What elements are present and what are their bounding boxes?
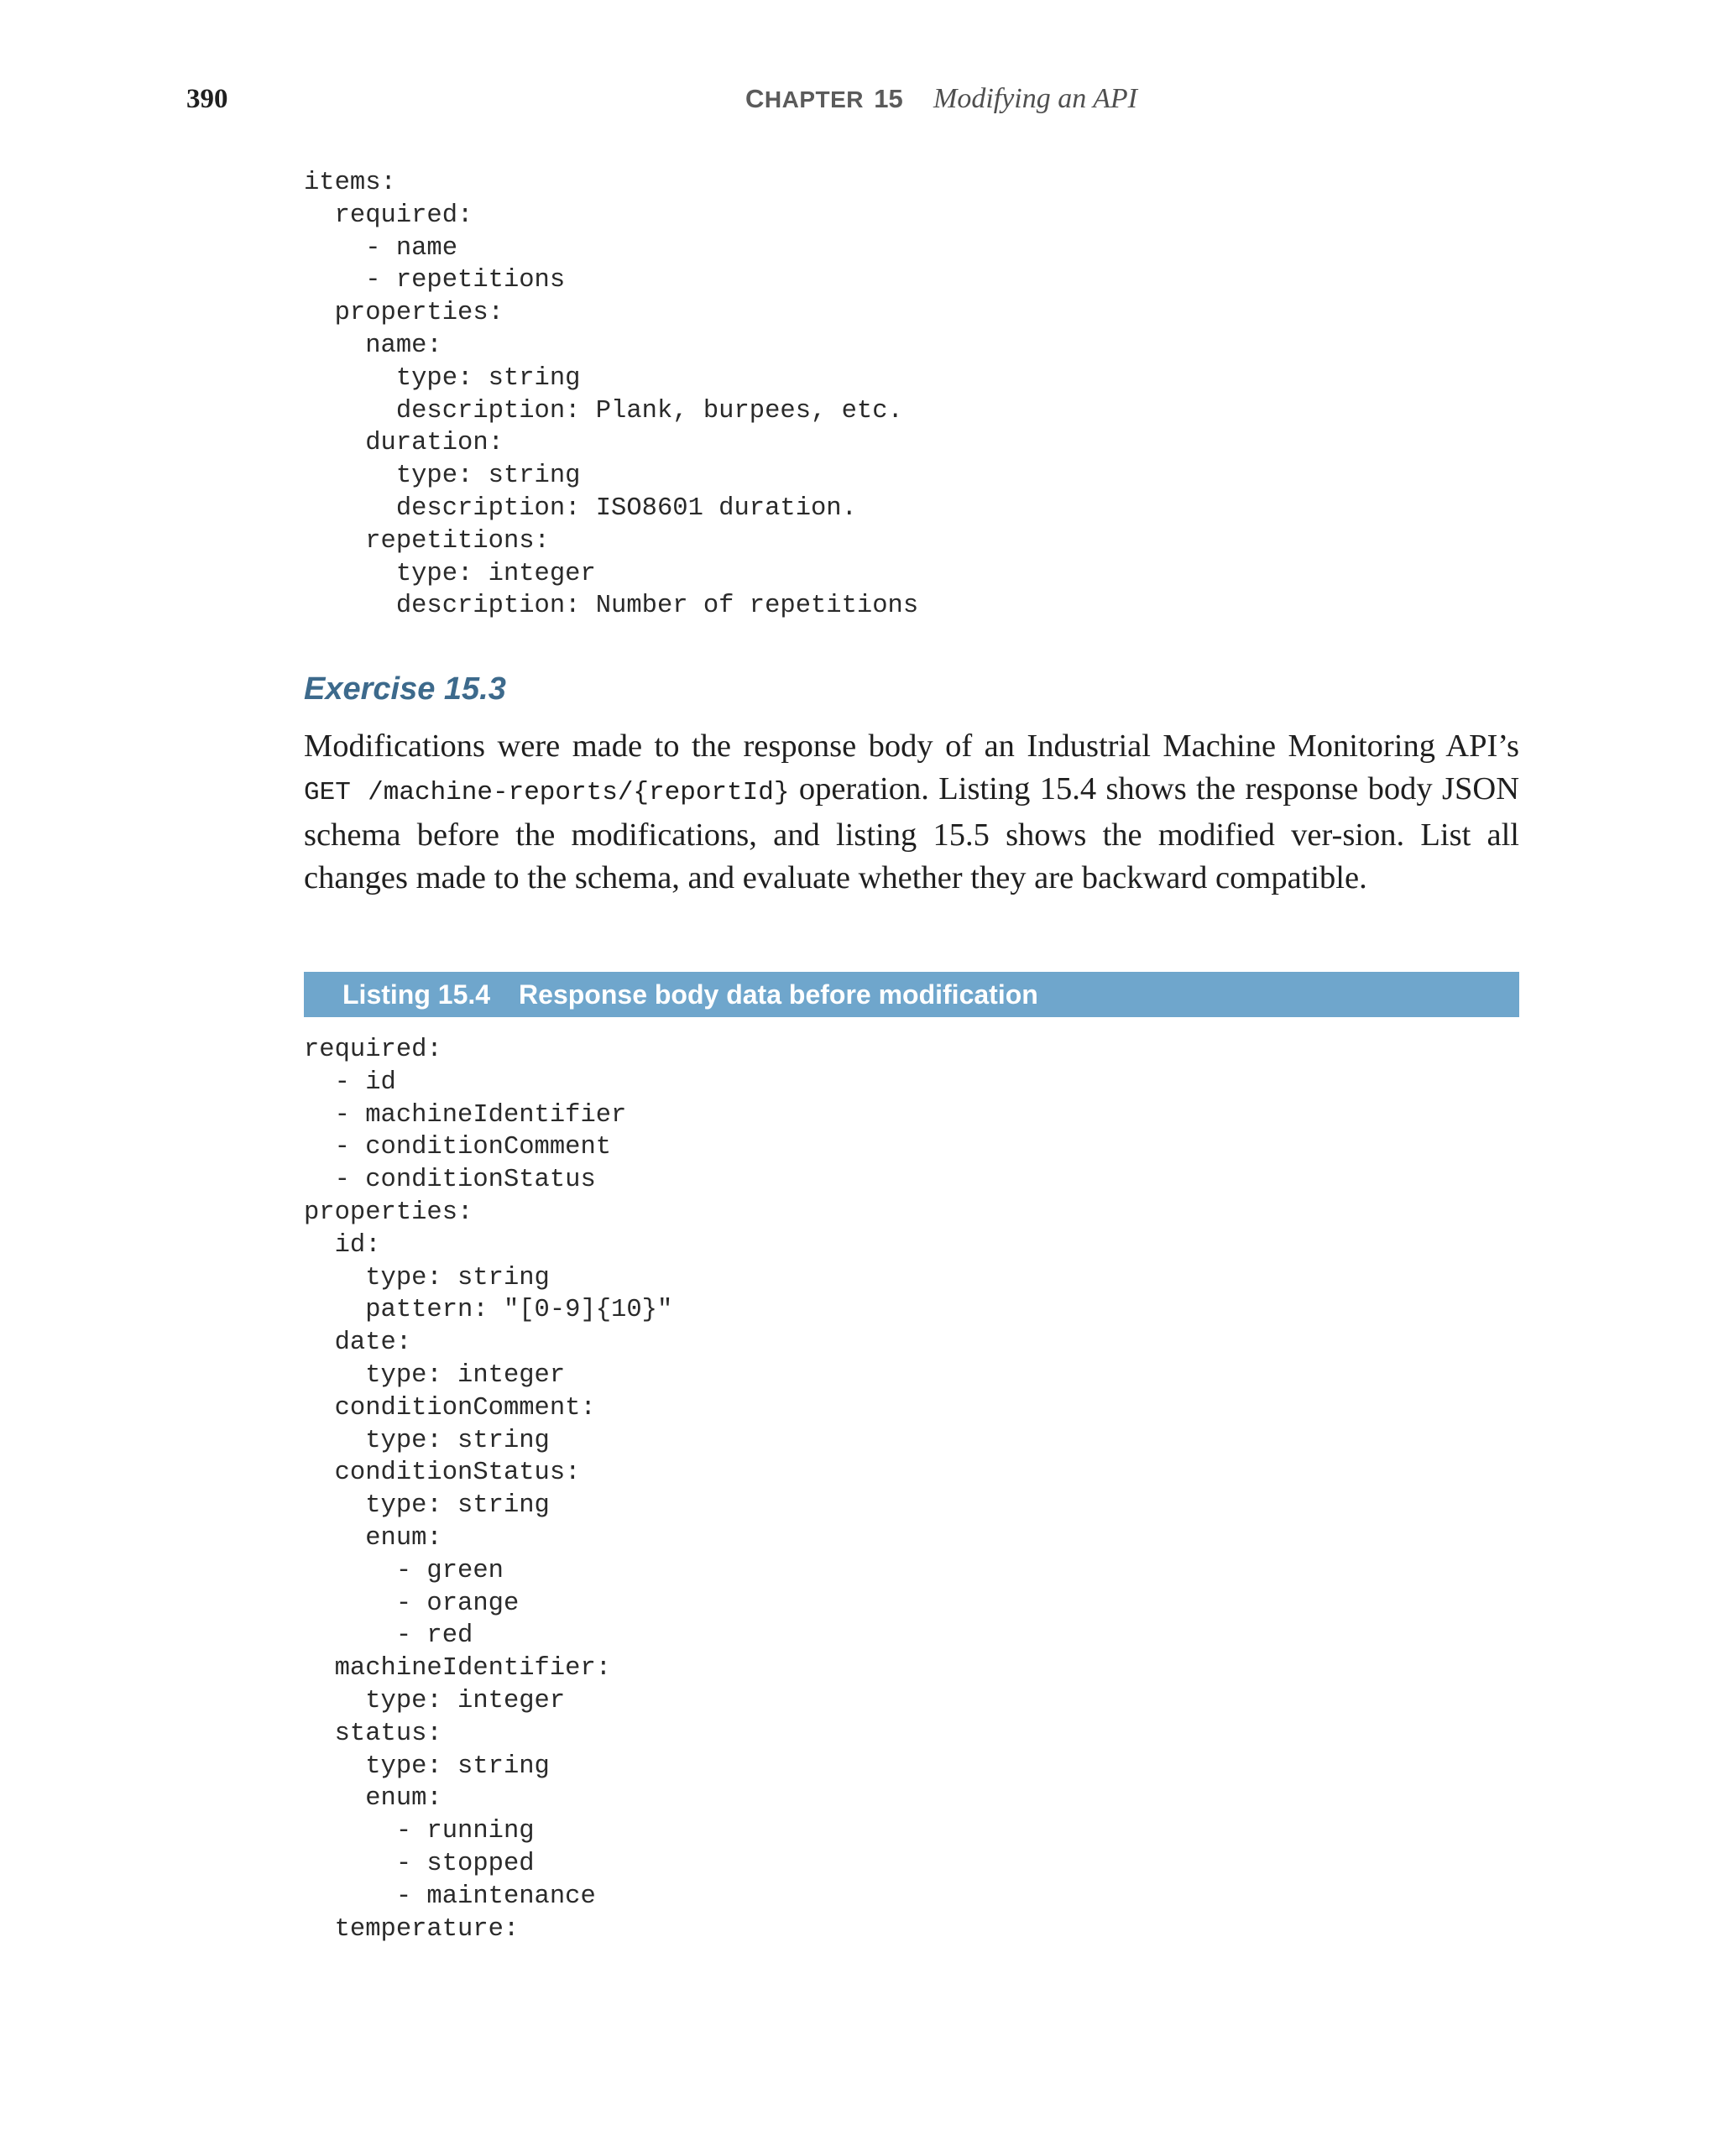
code-block-items-schema: items: required: - name - repetitions properties: name: type: string description: Plank, burpees, etc. duration: type: string description: ISO8601 duration. repetitions: type: integer description: Number of repetitions [304,169,919,621]
running-head [745,82,1137,117]
exercise-paragraph [304,725,1519,899]
inline-code-endpoint: GET /machine-reports/{reportId} [304,777,790,807]
chapter-number: 15 [874,84,903,113]
exercise-heading: Exercise 15.3 [304,671,506,707]
listing-label: Listing 15.4 [342,979,491,1010]
listing-caption-bar [304,972,1519,1017]
listing-caption: Response body data before modification [519,979,1038,1010]
exercise-text-part-1: Modifications were made to the response body of an Industrial Machine Monitoring API’s [304,728,1519,764]
code-block-listing-15-4: required: - id - machineIdentifier - conditionComment - conditionStatus properties: id: type: string pattern: "[0-9]{10}" date: type: integer conditionComment: type: string conditionStatus: type: string enum: - green - orange - red machineIdentifier: type: integer status: type: string enum: - running - stopped - maintenance temperature: [304,1036,673,1944]
chapter-label: CHAPTER [745,84,865,113]
page-number: 390 [186,84,228,114]
exercise-text-part-2: operation. Listing 15.4 shows the response body JSON schema before the modifications, and listing 15.5 shows the modified ver-sion. List all changes made to the schema, and evaluate whether they are backward compatible. [304,770,1519,895]
chapter-title: Modifying an API [933,83,1137,114]
